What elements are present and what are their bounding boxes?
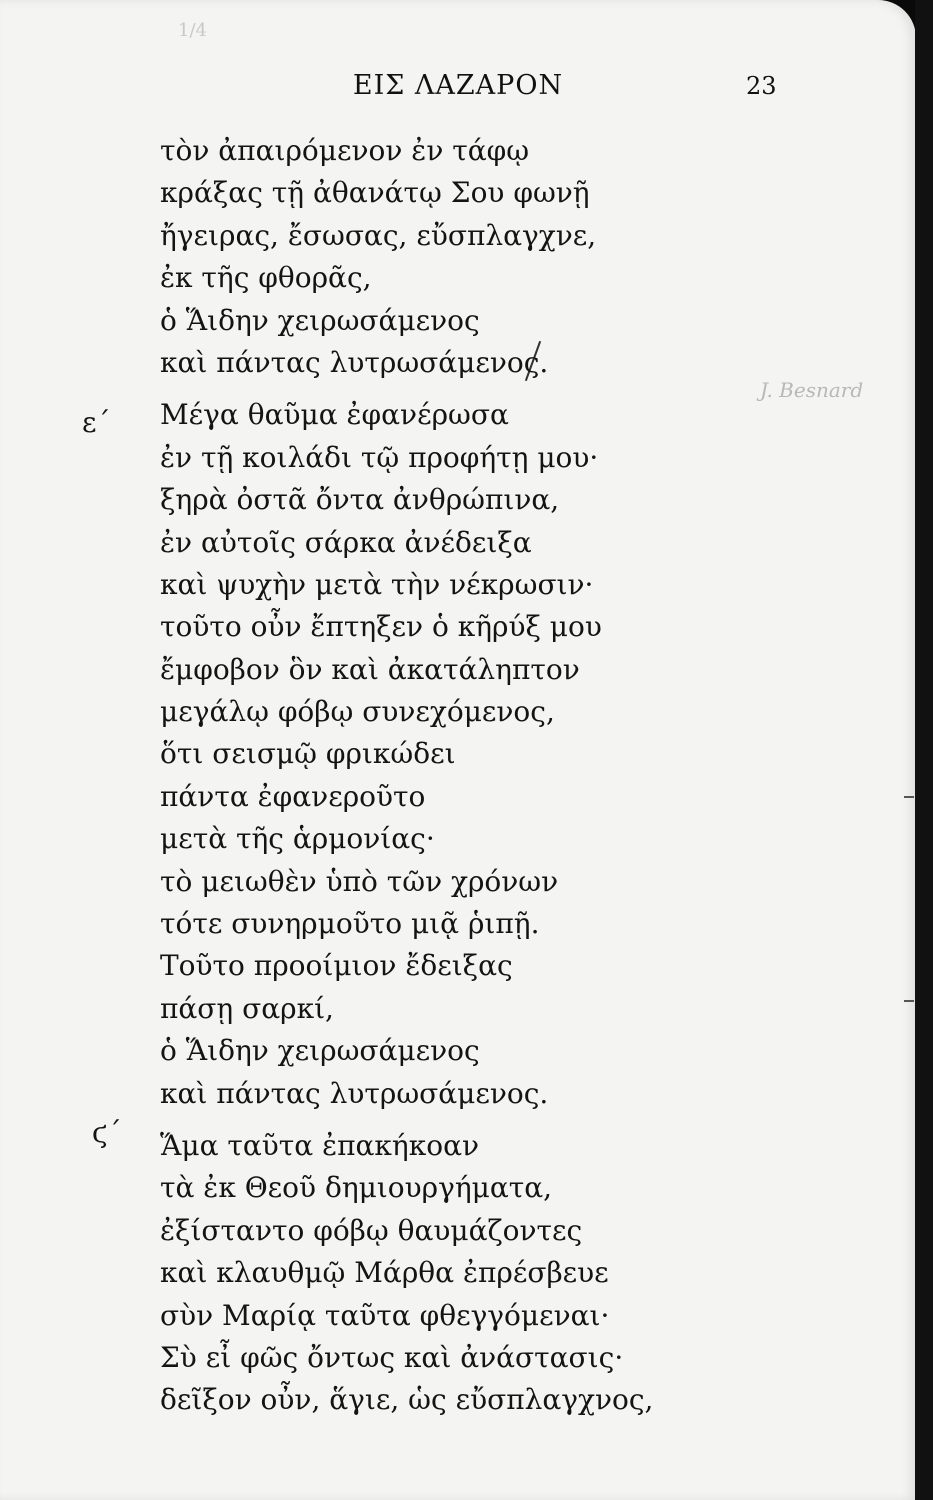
verse-line: τὰ ἐκ Θεοῦ δημιουργήματα, <box>160 1171 553 1205</box>
pencil-scribble-top: 1/4 <box>178 20 207 41</box>
verse-line: ἤγειρας, ἔσωσας, εὔσπλαγχνε, <box>160 218 597 252</box>
verse-line: πάσῃ σαρκί, <box>160 991 334 1025</box>
margin-tick <box>904 1000 914 1002</box>
verse-line: μετὰ τῆς ἁρμονίας· <box>160 822 435 856</box>
verse-line: τὸ μειωθὲν ὑπὸ τῶν χρόνων <box>160 864 559 898</box>
running-head: ΕΙΣ ΛΑΖΑΡΟΝ <box>352 70 564 101</box>
stanza-gap <box>160 384 720 394</box>
verse-line: ὁ Ἅιδην χειρωσάμενος <box>160 1034 480 1068</box>
margin-pencil-note: J. Besnard <box>760 378 864 402</box>
verse-line: τὸν ἀπαιρόμενον ἐν τάφῳ <box>160 134 530 167</box>
verse-line: Μέγα θαῦμα ἐφανέρωσα <box>160 398 509 432</box>
stanza-number-e: ε΄ <box>82 406 111 439</box>
page-number: 23 <box>746 72 777 100</box>
stanza-number-st: ϛ΄ <box>92 1116 122 1149</box>
verse-line: Τοῦτο προοίμιον ἔδειξας <box>160 949 513 983</box>
verse-line: ξηρὰ ὀστᾶ ὄντα ἀνθρώπινα, <box>160 483 560 517</box>
verse-line: δεῖξον οὖν, ἅγιε, ὡς εὔσπλαγχνος, <box>160 1383 654 1417</box>
verse-line: καὶ ψυχὴν μετὰ τὴν νέκρωσιν· <box>160 567 594 601</box>
verse-line: ὁ Ἅιδην χειρωσάμενος <box>160 303 480 337</box>
verse-line: κράξας τῇ ἀθανάτῳ Σου φωνῇ <box>160 176 590 210</box>
verse-line: τοῦτο οὖν ἔπτηξεν ὁ κῆρύξ μου <box>160 610 602 644</box>
stanza-gap <box>160 1115 720 1125</box>
page-edge-shadow <box>915 0 933 1500</box>
verse-line: ἐν τῇ κοιλάδι τῷ προφήτῃ μου· <box>160 440 599 474</box>
verse-line: τότε συνηρμοῦτο μιᾷ ῥιπῇ. <box>160 907 540 941</box>
hymn-text <box>160 130 720 1422</box>
verse-line: ἐξίσταντο φόβῳ θαυμάζοντες <box>160 1213 583 1247</box>
verse-line: πάντα ἐφανεροῦτο <box>160 779 426 813</box>
verse-line: Ἅμα ταῦτα ἐπακήκοαν <box>160 1128 479 1162</box>
verse-line: ἔμφοβον ὃν καὶ ἀκατάληπτον <box>160 652 580 686</box>
margin-tick <box>904 796 914 798</box>
verse-line: Σὺ εἶ φῶς ὄντως καὶ ἀνάστασις· <box>160 1340 624 1374</box>
verse-line: καὶ κλαυθμῷ Μάρθα ἐπρέσβευε <box>160 1256 609 1290</box>
verse-line: καὶ πάντας λυτρωσάμενος. <box>160 345 549 379</box>
verse-line: σὺν Μαρίᾳ ταῦτα φθεγγόμεναι· <box>160 1298 610 1332</box>
verse-line: μεγάλῳ φόβῳ συνεχόμενος, <box>160 695 555 729</box>
verse-line: καὶ πάντας λυτρωσάμενος. <box>160 1076 549 1110</box>
verse-line: ἐκ τῆς φθορᾶς, <box>160 261 372 295</box>
verse-line: ἐν αὐτοῖς σάρκα ἀνέδειξα <box>160 525 532 559</box>
verse-line: ὅτι σεισμῷ φρικώδει <box>160 737 456 771</box>
